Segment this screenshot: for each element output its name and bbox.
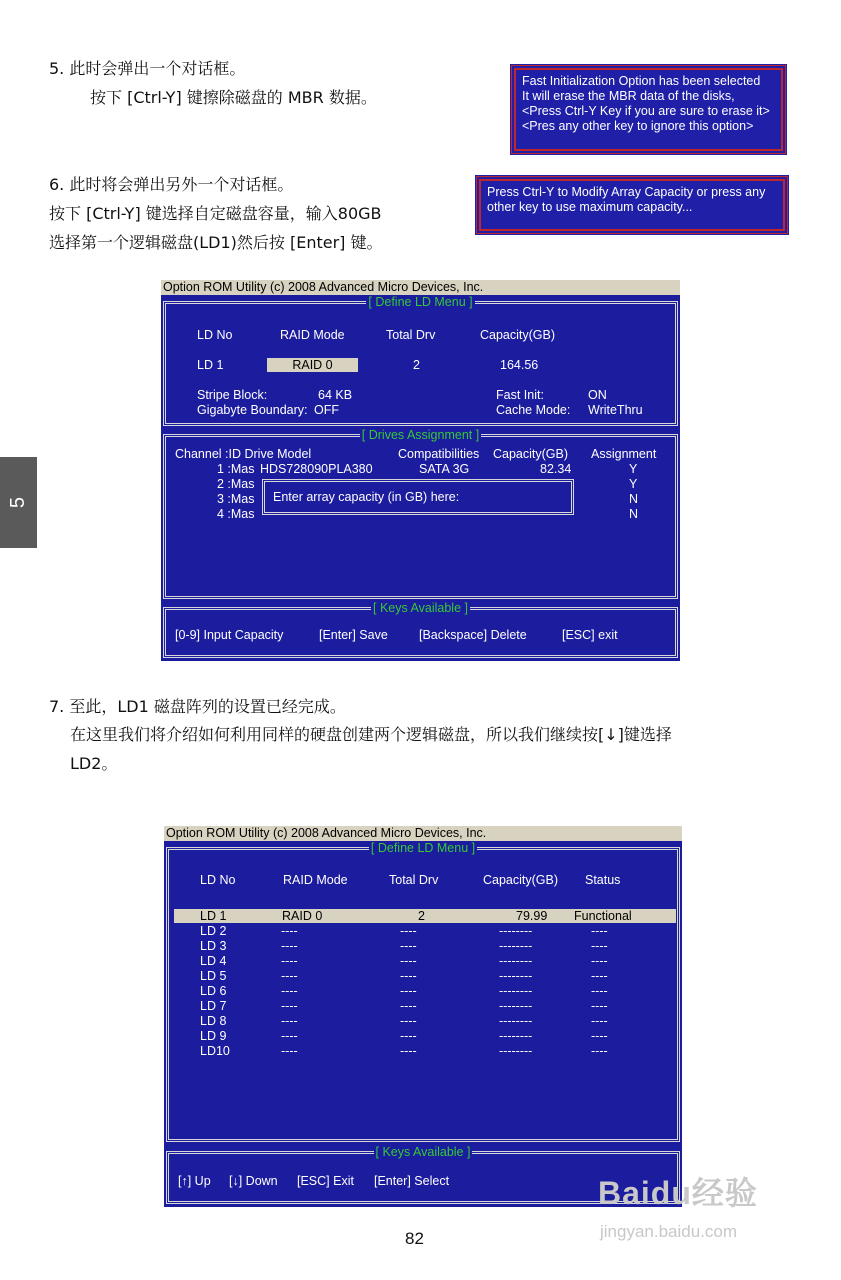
- header-total-drv: Total Drv: [386, 328, 436, 342]
- define-ld-panel: [166, 841, 680, 1142]
- fast-init-value[interactable]: ON: [588, 388, 607, 402]
- key-delete[interactable]: [Backspace] Delete: [419, 628, 527, 642]
- define-ld-title: [ Define LD Menu ]: [370, 841, 476, 855]
- dialog-line: It will erase the MBR data of the disks,: [522, 89, 735, 103]
- step7-heading: 7. 至此，LD1 磁盘阵列的设置已经完成。: [49, 697, 346, 716]
- total-drv-value: 2: [413, 358, 420, 372]
- raid-mode-field[interactable]: RAID 0: [267, 358, 358, 372]
- drive-assign[interactable]: N: [629, 507, 639, 521]
- ld-total-drv: ----: [400, 969, 417, 983]
- key-input-capacity[interactable]: [0-9] Input Capacity: [175, 628, 284, 642]
- ld-row[interactable]: [174, 1014, 676, 1028]
- ld-total-drv: ----: [400, 1044, 417, 1058]
- ld-total-drv: ----: [400, 924, 417, 938]
- dialog-line: Fast Initialization Option has been selected: [522, 74, 761, 88]
- drive-model: HDS728090PLA380: [260, 462, 373, 476]
- drive-header-capacity: Capacity(GB): [493, 447, 569, 461]
- ld-status: ----: [591, 924, 608, 938]
- ld-row[interactable]: [174, 909, 676, 923]
- ld-capacity: --------: [499, 939, 533, 953]
- ld-capacity: --------: [499, 1029, 533, 1043]
- ld-total-drv: ----: [400, 1029, 417, 1043]
- capacity-input-popup[interactable]: [262, 479, 574, 515]
- ld-raid-mode: ----: [281, 999, 298, 1013]
- key-down[interactable]: [↓] Down: [229, 1174, 278, 1188]
- cache-mode-value[interactable]: WriteThru: [588, 403, 643, 417]
- ld-raid-mode: ----: [281, 1014, 298, 1028]
- ld-status: ----: [591, 1014, 608, 1028]
- drive-channel: 4 :Mas: [217, 507, 255, 521]
- ld-capacity: --------: [499, 1044, 533, 1058]
- dialog-line: other key to use maximum capacity...: [487, 200, 693, 214]
- ld-number: LD 7: [200, 999, 227, 1013]
- ld-capacity: --------: [499, 924, 533, 938]
- dialog-line: <Pres any other key to ignore this option>: [522, 119, 754, 133]
- key-exit[interactable]: [ESC] Exit: [297, 1174, 354, 1188]
- ld-capacity: --------: [499, 984, 533, 998]
- step6-line2: 按下 [Ctrl-Y] 键选择自定磁盘容量，输入80GB: [49, 204, 382, 223]
- key-exit[interactable]: [ESC] exit: [562, 628, 618, 642]
- bios-screen-ld-list: [164, 826, 682, 1207]
- ld-capacity: --------: [499, 969, 533, 983]
- step7-line2: 在这里我们将介绍如何利用同样的硬盘创建两个逻辑磁盘，所以我们继续按[↓]键选择: [70, 725, 672, 744]
- header-total-drv: Total Drv: [389, 873, 439, 887]
- drives-assignment-title: [ Drives Assignment ]: [361, 428, 480, 442]
- chapter-number: 5: [7, 496, 29, 509]
- ld-status: Functional: [574, 909, 632, 923]
- drive-assign[interactable]: N: [629, 492, 639, 506]
- ld-raid-mode: ----: [281, 924, 298, 938]
- ld-raid-mode: RAID 0: [282, 909, 323, 923]
- ld-number: LD 2: [200, 924, 227, 938]
- cache-mode-label: Cache Mode:: [496, 403, 571, 417]
- ld-status: ----: [591, 939, 608, 953]
- keys-panel: [163, 601, 678, 658]
- ld-status: ----: [591, 954, 608, 968]
- stripe-block-label: Stripe Block:: [197, 388, 268, 402]
- step6-line3: 选择第一个逻辑磁盘(LD1)然后按 [Enter] 键。: [49, 233, 383, 252]
- chapter-tab: [0, 457, 37, 548]
- step7-line3: LD2。: [70, 754, 118, 773]
- key-save[interactable]: [Enter] Save: [319, 628, 388, 642]
- ld-row[interactable]: [174, 939, 676, 953]
- ld-capacity: --------: [499, 999, 533, 1013]
- dialog-line: <Press Ctrl-Y Key if you are sure to erase it>: [522, 104, 770, 118]
- ld-number: LD 5: [200, 969, 227, 983]
- ld-total-drv: ----: [400, 984, 417, 998]
- header-capacity: Capacity(GB): [480, 328, 556, 342]
- ld-number: LD 1: [200, 909, 227, 923]
- ld-capacity: --------: [499, 1014, 533, 1028]
- ld-number: LD10: [200, 1044, 230, 1058]
- ld-raid-mode: ----: [281, 984, 298, 998]
- keys-title: [ Keys Available ]: [373, 601, 468, 615]
- baidu-watermark-logo: Baidu经验: [598, 1175, 758, 1211]
- ld-capacity: 79.99: [516, 909, 548, 923]
- header-ld-no: LD No: [197, 328, 233, 342]
- ld-raid-mode: ----: [281, 939, 298, 953]
- ld-total-drv: ----: [400, 1014, 417, 1028]
- ld-row[interactable]: [174, 999, 676, 1013]
- ld-row[interactable]: [174, 924, 676, 938]
- drive-header-assignment: Assignment: [591, 447, 657, 461]
- bios-titlebar: Option ROM Utility (c) 2008 Advanced Micro Devices, Inc.: [164, 826, 682, 841]
- header-status: Status: [585, 873, 621, 887]
- ld-raid-mode: ----: [281, 1044, 298, 1058]
- stripe-block-value[interactable]: 64 KB: [318, 388, 353, 402]
- ld-number: LD 8: [200, 1014, 227, 1028]
- ld-total-drv: ----: [400, 939, 417, 953]
- ld-row[interactable]: [174, 1044, 676, 1058]
- ld-row[interactable]: [174, 954, 676, 968]
- ld-total-drv: ----: [400, 954, 417, 968]
- ld-total-drv: ----: [400, 999, 417, 1013]
- ld-raid-mode: ----: [281, 954, 298, 968]
- step6-heading: 6. 此时将会弹出另外一个对话框。: [49, 175, 294, 194]
- drive-channel: 2 :Mas: [217, 477, 255, 491]
- ld-row[interactable]: [174, 984, 676, 998]
- key-select[interactable]: [Enter] Select: [374, 1174, 450, 1188]
- drive-capacity: 82.34: [540, 462, 572, 476]
- step5-detail: 按下 [Ctrl-Y] 键擦除磁盘的 MBR 数据。: [90, 88, 377, 107]
- drive-channel: 3 :Mas: [217, 492, 255, 506]
- ld-status: ----: [591, 1029, 608, 1043]
- ld-capacity: --------: [499, 954, 533, 968]
- bios-titlebar: Option ROM Utility (c) 2008 Advanced Micro Devices, Inc.: [161, 280, 680, 295]
- gigabyte-boundary-label: Gigabyte Boundary:: [197, 403, 308, 417]
- drive-assign[interactable]: Y: [629, 477, 638, 491]
- ld-number: LD 6: [200, 984, 227, 998]
- ld-status: ----: [591, 1044, 608, 1058]
- ld-total-drv: 2: [418, 909, 425, 923]
- ld-status: ----: [591, 999, 608, 1013]
- header-raid-mode: RAID Mode: [283, 873, 348, 887]
- header-capacity: Capacity(GB): [483, 873, 559, 887]
- ld-number: LD 3: [200, 939, 227, 953]
- header-raid-mode: RAID Mode: [280, 328, 345, 342]
- step5-heading: 5. 此时会弹出一个对话框。: [49, 59, 246, 78]
- gigabyte-boundary-value[interactable]: OFF: [314, 403, 339, 417]
- drive-header-channel: Channel :ID Drive Model: [175, 447, 312, 461]
- ld-number: LD 1: [197, 358, 224, 372]
- drives-assignment-panel: [163, 428, 678, 599]
- keys-title: [ Keys Available ]: [375, 1145, 471, 1159]
- ld-row[interactable]: [174, 969, 676, 983]
- drive-header-compat: Compatibilities: [398, 447, 480, 461]
- dialog-line: Press Ctrl-Y to Modify Array Capacity or press any: [487, 185, 766, 199]
- ld-raid-mode: ----: [281, 969, 298, 983]
- ld-row[interactable]: [174, 1029, 676, 1043]
- bios-screen-define-ld: [161, 280, 680, 661]
- ld-number: LD 4: [200, 954, 227, 968]
- capacity-value: 164.56: [500, 358, 539, 372]
- capacity-prompt: Enter array capacity (in GB) here:: [273, 490, 460, 504]
- ld-raid-mode: ----: [281, 1029, 298, 1043]
- ld-status: ----: [591, 984, 608, 998]
- define-ld-title: [ Define LD Menu ]: [368, 295, 473, 309]
- drive-channel: 1 :Mas: [217, 462, 255, 476]
- drive-assign[interactable]: Y: [629, 462, 638, 476]
- mbr-erase-dialog: [510, 64, 787, 155]
- fast-init-label: Fast Init:: [496, 388, 544, 402]
- key-up[interactable]: [↑] Up: [178, 1174, 211, 1188]
- ld-number: LD 9: [200, 1029, 227, 1043]
- ld-status: ----: [591, 969, 608, 983]
- baidu-watermark-url: jingyan.baidu.com: [600, 1222, 738, 1241]
- drive-compat: SATA 3G: [419, 462, 470, 476]
- capacity-dialog: [475, 175, 789, 235]
- page-number: 82: [405, 1229, 424, 1248]
- header-ld-no: LD No: [200, 873, 236, 887]
- define-ld-panel: [163, 295, 678, 426]
